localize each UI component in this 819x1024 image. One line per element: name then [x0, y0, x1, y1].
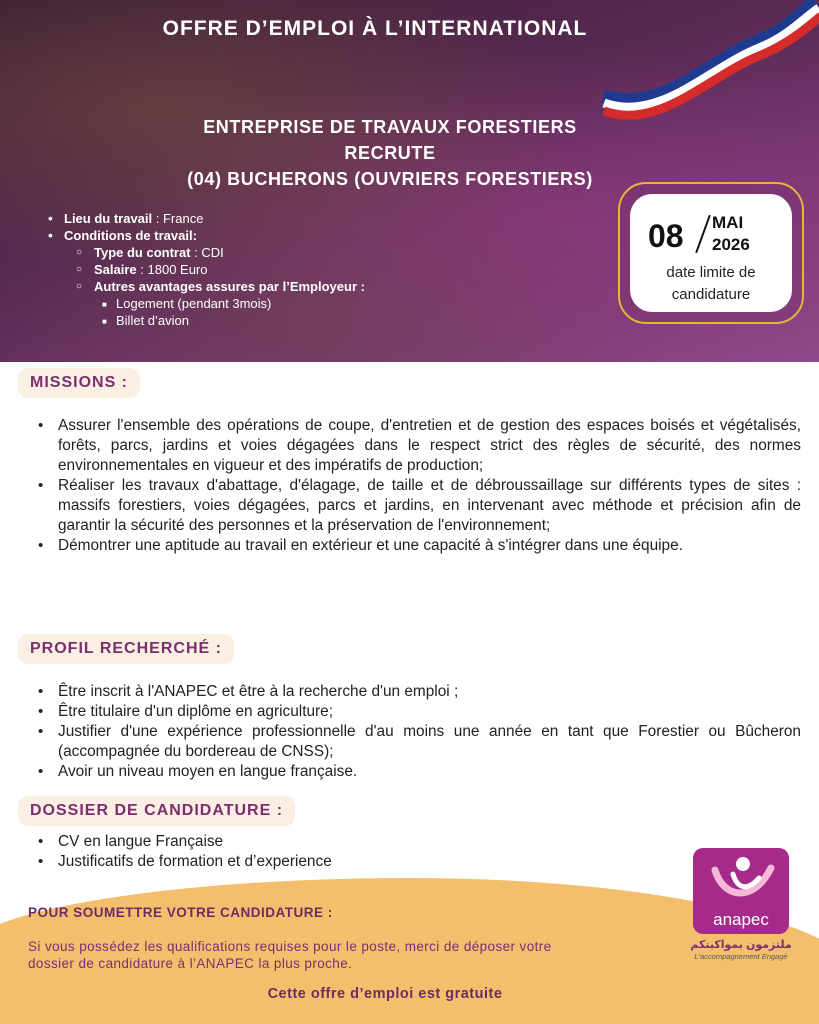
missions-heading: MISSIONS : — [18, 368, 140, 398]
submit-heading: POUR SOUMETTRE VOTRE CANDIDATURE : — [28, 905, 333, 920]
list-item: • Justificatifs de formation et d’experience — [36, 852, 536, 872]
benefit-item: ■ Billet d’avion — [100, 312, 365, 329]
logo-tagline: L'accompagnement Engagé — [694, 952, 788, 961]
contract-label: Type du contrat — [94, 245, 191, 260]
company-heading — [0, 114, 780, 192]
conditions-label: Conditions de travail: — [64, 228, 197, 243]
deadline-label-line-1: date limite de — [666, 264, 756, 281]
header-banner — [0, 0, 819, 362]
deadline-day: 08 — [648, 218, 684, 254]
submit-instructions: Si vous possédez les qualifications requises pour le poste, merci de déposer votre dossier de candidature à l’ANAPEC la plus proche. — [28, 939, 552, 971]
salary-label: Salaire — [94, 262, 137, 277]
deadline-month: MAI — [712, 213, 744, 232]
job-details — [48, 210, 365, 329]
list-item: • Réaliser les travaux d'abattage, d'élagage, de taille et de débroussaillage sur différents types de sites : massifs forestiers, voies dégagées, parcs et jardins, en intervenant avec méthode et précision afin de garantir la sécurité des personnes et la préservation de l'environnement; — [36, 476, 801, 536]
list-item: • Avoir un niveau moyen en langue française. — [36, 762, 801, 782]
missions-list — [36, 416, 801, 556]
salary-value: 1800 Euro — [147, 262, 208, 277]
detail-conditions — [48, 227, 365, 329]
deadline-label — [630, 262, 792, 306]
list-item: • Être titulaire d'un diplôme en agriculture; — [36, 702, 801, 722]
logo-wordmark: anapec — [713, 910, 769, 929]
free-offer-note: Cette offre d’emploi est gratuite — [267, 986, 503, 1002]
location-label: Lieu du travail — [64, 211, 153, 226]
detail-location: • Lieu du travail : France — [48, 210, 365, 227]
list-item: • Assurer l'ensemble des opérations de coupe, d'entretien et de gestion des espaces boisés et végétalisés, forêts, parcs, jardins et voies dégagées dans le respect strict des règles de sécurité, des normes environnementales en vigueur et des impératifs de production; — [36, 416, 801, 476]
deadline-label-line-2: candidature — [671, 286, 751, 303]
benefit-item: ■ Logement (pendant 3mois) — [100, 295, 365, 312]
company-line-1: ENTREPRISE DE TRAVAUX FORESTIERS — [203, 117, 577, 137]
deadline-badge — [618, 182, 804, 324]
application-file-heading: DOSSIER DE CANDIDATURE : — [18, 796, 295, 826]
anapec-logo — [693, 848, 789, 934]
list-item: • CV en langue Française — [36, 832, 536, 852]
deadline-year: 2026 — [712, 235, 750, 254]
deadline-month-year — [712, 212, 750, 256]
application-file-list — [36, 832, 536, 872]
list-item: • Justifier d'une expérience professionnelle d'au moins une année en tant que Forestier ou Bûcheron (accompagnée du bordereau de CNSS); — [36, 722, 801, 762]
anapec-figure-icon — [693, 848, 789, 910]
logo-arabic-slogan: ملتزمون بمواكبتكم — [690, 939, 792, 951]
page-title: OFFRE D’EMPLOI À L’INTERNATIONAL — [162, 17, 588, 40]
profile-heading: PROFIL RECHERCHÉ : — [18, 634, 234, 664]
company-line-2: RECRUTE — [344, 143, 436, 163]
detail-benefits — [74, 278, 365, 329]
date-slash-divider — [695, 215, 711, 253]
location-value: France — [162, 211, 204, 226]
detail-contract: ○ Type du contrat : CDI — [74, 244, 365, 261]
company-line-3: (04) BUCHERONS (OUVRIERS FORESTIERS) — [187, 169, 593, 189]
profile-list — [36, 682, 801, 782]
list-item: • Démontrer une aptitude au travail en extérieur et une capacité à s'intégrer dans une équipe. — [36, 536, 801, 556]
list-item: • Être inscrit à l'ANAPEC et être à la recherche d'un emploi ; — [36, 682, 801, 702]
contract-value: CDI — [201, 245, 224, 260]
deadline-card — [630, 194, 792, 312]
detail-salary: ○ Salaire : 1800 Euro — [74, 261, 365, 278]
benefits-label: Autres avantages assures par l’Employeur : — [94, 279, 365, 294]
